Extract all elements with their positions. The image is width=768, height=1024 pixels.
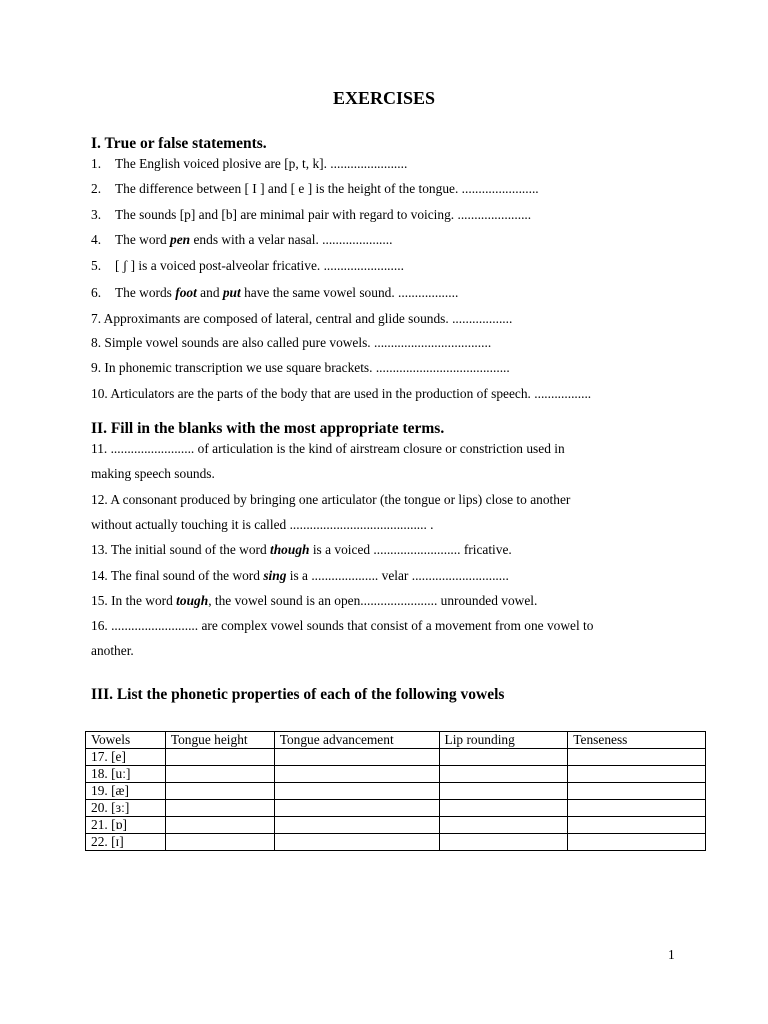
text-segment: The English voiced plosive are [p, t, k]. ....................... (115, 156, 408, 171)
statement-text (91, 311, 512, 326)
statement-text (115, 156, 407, 171)
fill-blank-line (91, 593, 537, 609)
answer-cell[interactable] (568, 766, 706, 783)
table-header-cell: Tenseness (568, 732, 706, 749)
text-segment: 15. In the word (91, 593, 177, 608)
vowel-cell: 18. [uː] (86, 766, 166, 783)
text-segment: 10. Articulators are the parts of the body that are used in the production of speech. ................. (91, 386, 592, 401)
answer-cell[interactable] (274, 834, 439, 851)
emphasized-word: tough (176, 593, 209, 608)
text-segment: The difference between [ I ] and [ e ] is the height of the tongue. ....................... (115, 181, 539, 196)
vowel-cell: 20. [ɜː] (86, 800, 166, 817)
text-segment: [ ʃ ] is a voiced post-alveolar fricative. ........................ (115, 258, 404, 273)
statement-item (91, 232, 392, 248)
table-header-cell: Tongue height (165, 732, 274, 749)
text-segment: and (196, 285, 223, 300)
text-segment: have the same vowel sound. .................. (240, 285, 459, 300)
emphasized-word: sing (263, 568, 287, 583)
item-number: 6. (91, 285, 102, 300)
text-segment: 9. In phonemic transcription we use square brackets. ........................................ (91, 360, 510, 375)
answer-cell[interactable] (274, 766, 439, 783)
fill-blank-line (91, 542, 512, 558)
vowel-cell: 22. [ɪ] (86, 834, 166, 851)
text-segment: 8. Simple vowel sounds are also called pure vowels. ................................... (91, 335, 492, 350)
fill-blank-line (91, 568, 509, 584)
emphasized-word: put (222, 285, 241, 300)
answer-cell[interactable] (165, 749, 274, 766)
item-number: 2. (91, 181, 102, 196)
table-header-cell: Tongue advancement (274, 732, 439, 749)
table-row (86, 766, 706, 783)
statement-text (115, 232, 392, 247)
answer-cell[interactable] (274, 817, 439, 834)
text-segment: is a .................... velar ............................. (286, 568, 509, 583)
text-segment: making speech sounds. (91, 466, 215, 481)
fill-blank-line (91, 517, 434, 533)
vowel-properties-table (85, 731, 706, 851)
statement-item (91, 258, 404, 274)
statement-item (91, 207, 531, 223)
statement-text (91, 360, 510, 375)
answer-cell[interactable] (568, 800, 706, 817)
fill-blank-line (91, 441, 565, 457)
statement-item (91, 156, 407, 172)
item-number: 3. (91, 207, 102, 222)
answer-cell[interactable] (439, 817, 568, 834)
item-number: 4. (91, 232, 102, 247)
item-number: 5. (91, 258, 102, 273)
answer-cell[interactable] (568, 834, 706, 851)
table-header-cell: Vowels (86, 732, 166, 749)
vowel-cell: 19. [æ] (86, 783, 166, 800)
statement-text (115, 181, 539, 196)
answer-cell[interactable] (165, 817, 274, 834)
emphasized-word: foot (175, 285, 197, 300)
statement-item (91, 386, 591, 402)
answer-cell[interactable] (568, 749, 706, 766)
answer-cell[interactable] (165, 766, 274, 783)
table-row (86, 800, 706, 817)
statement-item (91, 181, 539, 197)
fill-blank-line (91, 492, 570, 508)
text-segment: The word (115, 232, 171, 247)
emphasized-word: though (270, 542, 310, 557)
statement-text (115, 258, 404, 273)
statement-text (91, 386, 591, 401)
answer-cell[interactable] (274, 749, 439, 766)
answer-cell[interactable] (165, 834, 274, 851)
answer-cell[interactable] (274, 783, 439, 800)
text-segment: 11. ......................... of articulation is the kind of airstream closure or constriction used in (91, 441, 565, 456)
section-heading-true-false: I. True or false statements. (91, 135, 267, 152)
text-segment: , the vowel sound is an open....................... unrounded vowel. (208, 593, 538, 608)
text-segment: The sounds [p] and [b] are minimal pair with regard to voicing. ...................... (115, 207, 532, 222)
fill-blank-line (91, 466, 215, 482)
answer-cell[interactable] (439, 783, 568, 800)
answer-cell[interactable] (439, 800, 568, 817)
vowel-cell: 17. [e] (86, 749, 166, 766)
answer-cell[interactable] (165, 783, 274, 800)
text-segment: without actually touching it is called ......................................... . (91, 517, 434, 532)
answer-cell[interactable] (439, 766, 568, 783)
statement-item (91, 360, 510, 376)
table-row (86, 817, 706, 834)
page-number: 1 (668, 947, 675, 962)
emphasized-word: pen (170, 232, 191, 247)
text-segment: The words (115, 285, 176, 300)
text-segment: ends with a velar nasal. ..................... (190, 232, 393, 247)
text-segment: 7. Approximants are composed of lateral, central and glide sounds. .................. (91, 311, 513, 326)
table-row (86, 749, 706, 766)
statement-item (91, 285, 458, 301)
answer-cell[interactable] (274, 800, 439, 817)
text-segment: is a voiced .......................... fricative. (309, 542, 512, 557)
section-heading-fill-blanks: II. Fill in the blanks with the most appropriate terms. (91, 420, 445, 437)
fill-blank-line (91, 643, 134, 659)
page-title: EXERCISES (332, 88, 436, 108)
fill-blank-line (91, 618, 593, 634)
statement-text (115, 285, 458, 300)
answer-cell[interactable] (439, 834, 568, 851)
answer-cell[interactable] (439, 749, 568, 766)
statement-item (91, 335, 491, 351)
table-header-cell: Lip rounding (439, 732, 568, 749)
answer-cell[interactable] (165, 800, 274, 817)
item-number: 1. (91, 156, 102, 171)
text-segment: 13. The initial sound of the word (91, 542, 271, 557)
answer-cell[interactable] (568, 783, 706, 800)
statement-text (115, 207, 531, 222)
table-row (86, 834, 706, 851)
section-heading-vowel-properties: III. List the phonetic properties of each of the following vowels (91, 686, 505, 703)
text-segment: 12. A consonant produced by bringing one articulator (the tongue or lips) close to another (91, 492, 571, 507)
text-segment: another. (91, 643, 134, 658)
statement-item (91, 311, 512, 327)
answer-cell[interactable] (568, 817, 706, 834)
statement-text (91, 335, 491, 350)
table-header-row (86, 732, 706, 749)
vowel-cell: 21. [ɒ] (86, 817, 166, 834)
text-segment: 14. The final sound of the word (91, 568, 264, 583)
text-segment: 16. .......................... are complex vowel sounds that consist of a movement from one vowel to (91, 618, 594, 633)
table-row (86, 783, 706, 800)
